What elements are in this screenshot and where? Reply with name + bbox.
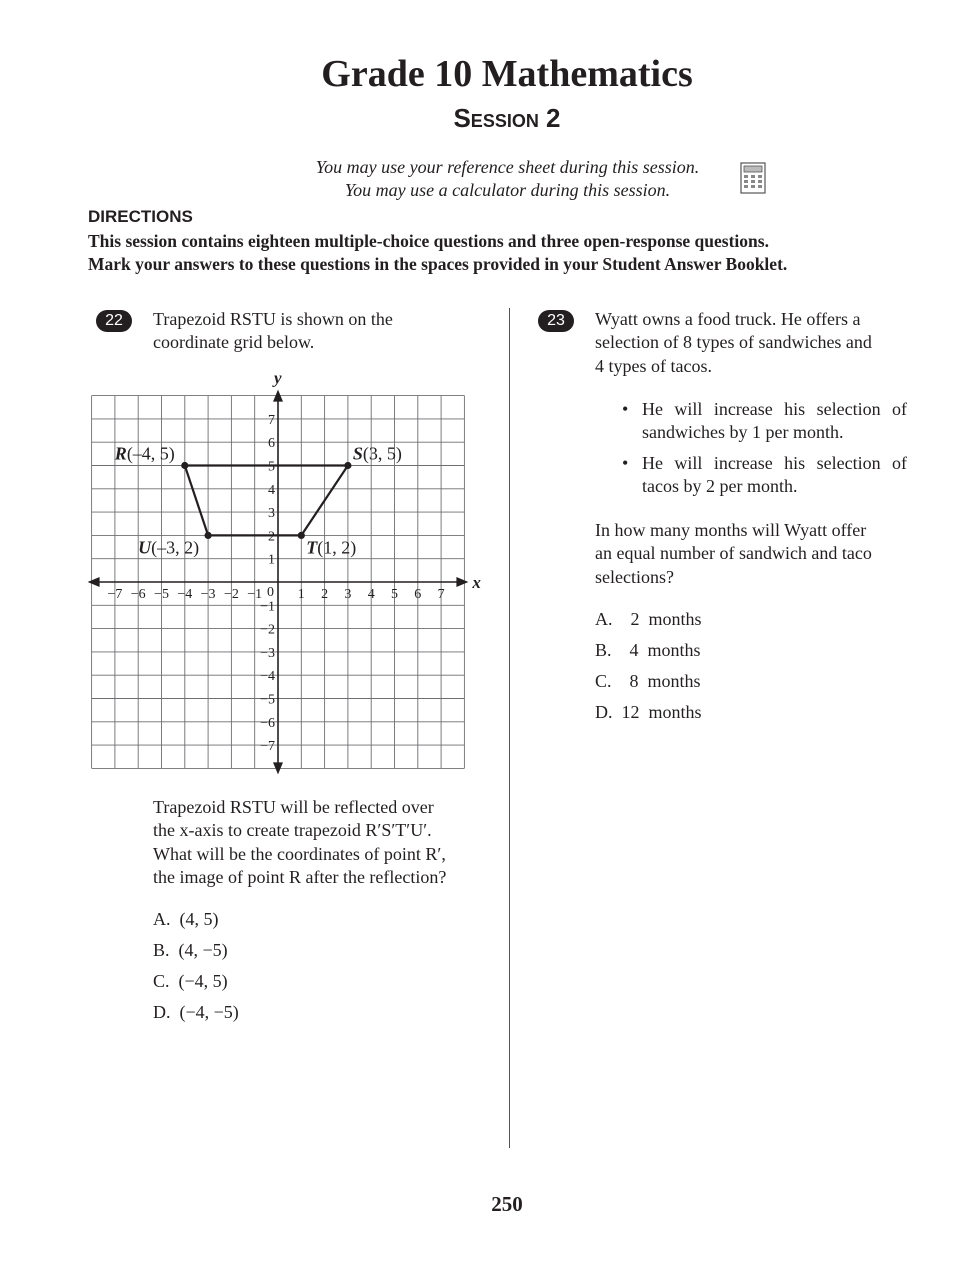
q23-choice-d[interactable]: D. 12 months xyxy=(595,702,702,722)
q22-intro-line-2: coordinate grid below. xyxy=(153,332,315,353)
vertex-r xyxy=(181,462,188,469)
x-axis-label: x xyxy=(472,573,481,592)
x-tick-label: −7 xyxy=(107,587,123,602)
q23-question xyxy=(595,519,909,589)
q23-intro-line-2: selection of 8 types of sandwiches and xyxy=(595,332,872,353)
q23-question-line-2: an equal number of sandwich and taco xyxy=(595,543,872,564)
x-tick-label: −5 xyxy=(154,587,169,602)
x-tick-label: −1 xyxy=(247,587,263,602)
q23-bullet-1: • He will increase his selection of sandwiches by 1 per month. xyxy=(622,398,907,445)
vertex-s xyxy=(344,462,351,469)
y-tick-label: −6 xyxy=(260,715,275,731)
session-notes xyxy=(200,156,815,202)
vertex-label-r: R(–4, 5) xyxy=(114,443,175,464)
y-tick-label: 3 xyxy=(268,506,275,522)
y-tick-label: 7 xyxy=(268,412,275,428)
page-number: 250 xyxy=(491,1192,523,1216)
vertex-label-u: U(–3, 2) xyxy=(138,537,200,558)
trapezoid-rstu xyxy=(185,466,348,536)
page-title: Grade 10 Mathematics xyxy=(321,53,693,95)
y-tick-label: −5 xyxy=(260,692,275,708)
directions-line-2: Mark your answers to these questions in the spaces provided in your Student Answer Booklet. xyxy=(88,254,788,274)
y-tick-label: −1 xyxy=(260,599,275,615)
q22-choice-c[interactable]: C. (−4, 5) xyxy=(153,971,228,991)
q23-choice-c[interactable]: C. 8 months xyxy=(595,671,701,691)
q22-prompt-line-3: What will be the coordinates of point R′, xyxy=(153,843,446,864)
y-axis-label: y xyxy=(274,372,282,388)
q23-intro-line-3: 4 types of tacos. xyxy=(595,355,712,376)
calculator-icon xyxy=(740,162,766,194)
q22-choice-b[interactable]: B. (4, −5) xyxy=(153,940,228,960)
session-heading: Session 2 xyxy=(453,103,561,133)
q22-intro xyxy=(153,308,421,355)
x-tick-label: −3 xyxy=(200,587,216,602)
y-tick-label: 2 xyxy=(268,529,275,545)
vertex-u xyxy=(205,532,212,539)
calculator-note: You may use a calculator during this session. xyxy=(344,180,671,200)
q23-bullet-list xyxy=(622,398,907,505)
q23-question-line-1: In how many months will Wyatt offer xyxy=(595,520,867,540)
x-tick-label: −4 xyxy=(177,587,193,602)
directions-line-1: This session contains eighteen multiple-choice questions and three open-response questions. xyxy=(88,231,769,251)
y-tick-label: −7 xyxy=(260,739,275,755)
question-number-22: 22 xyxy=(96,310,132,332)
y-tick-label: 5 xyxy=(268,459,275,475)
x-tick-label: −6 xyxy=(130,587,146,602)
vertex-t xyxy=(298,532,305,539)
y-tick-label: 4 xyxy=(268,482,275,498)
q23-question-line-3: selections? xyxy=(595,566,674,587)
question-number-23: 23 xyxy=(538,310,574,332)
vertex-label-s: S(3, 5) xyxy=(352,443,402,464)
y-tick-label: −2 xyxy=(260,622,275,638)
x-tick-label: 4 xyxy=(367,587,375,602)
q23-bullet-2: • He will increase his selection of tacos by 2 per month. xyxy=(622,452,907,499)
q22-prompt-line-4: the image of point R after the reflection? xyxy=(153,866,447,887)
column-divider xyxy=(509,308,510,1148)
q23-intro xyxy=(595,308,909,378)
x-tick-label: −2 xyxy=(223,587,239,602)
reference-sheet-note: You may use your reference sheet during this session. xyxy=(315,157,700,177)
q22-choice-a[interactable]: A. (4, 5) xyxy=(153,909,219,929)
q23-choice-a[interactable]: A. 2 months xyxy=(595,609,702,629)
coordinate-grid xyxy=(75,372,485,777)
q22-prompt-line-1: Trapezoid RSTU will be reflected over xyxy=(153,797,434,817)
x-axis-arrow-right xyxy=(456,577,468,587)
q23-intro-line-1: Wyatt owns a food truck. He offers a xyxy=(595,309,861,329)
y-tick-label: −4 xyxy=(260,669,275,685)
y-tick-label: −3 xyxy=(260,645,275,661)
x-tick-label: 3 xyxy=(344,587,352,602)
x-tick-label: 7 xyxy=(437,587,445,602)
x-tick-label: 6 xyxy=(414,587,422,602)
q23-choice-b[interactable]: B. 4 months xyxy=(595,640,701,660)
x-axis-arrow-left xyxy=(88,577,100,587)
q22-choice-d[interactable]: D. (−4, −5) xyxy=(153,1002,239,1022)
origin-label: 0 xyxy=(267,585,274,600)
q22-prompt-line-2: the x-axis to create trapezoid R′S′T′U′. xyxy=(153,820,432,841)
vertex-label-t: T(1, 2) xyxy=(306,537,357,558)
directions-label: DIRECTIONS xyxy=(88,207,193,226)
x-tick-label: 2 xyxy=(321,587,329,602)
x-tick-label: 5 xyxy=(391,587,398,602)
directions-text xyxy=(88,230,888,276)
y-tick-label: 1 xyxy=(268,552,275,568)
x-tick-label: 1 xyxy=(297,587,305,602)
q22-prompt xyxy=(153,796,493,889)
y-tick-label: 6 xyxy=(268,436,275,452)
q22-intro-line-1: Trapezoid RSTU is shown on the xyxy=(153,309,393,329)
